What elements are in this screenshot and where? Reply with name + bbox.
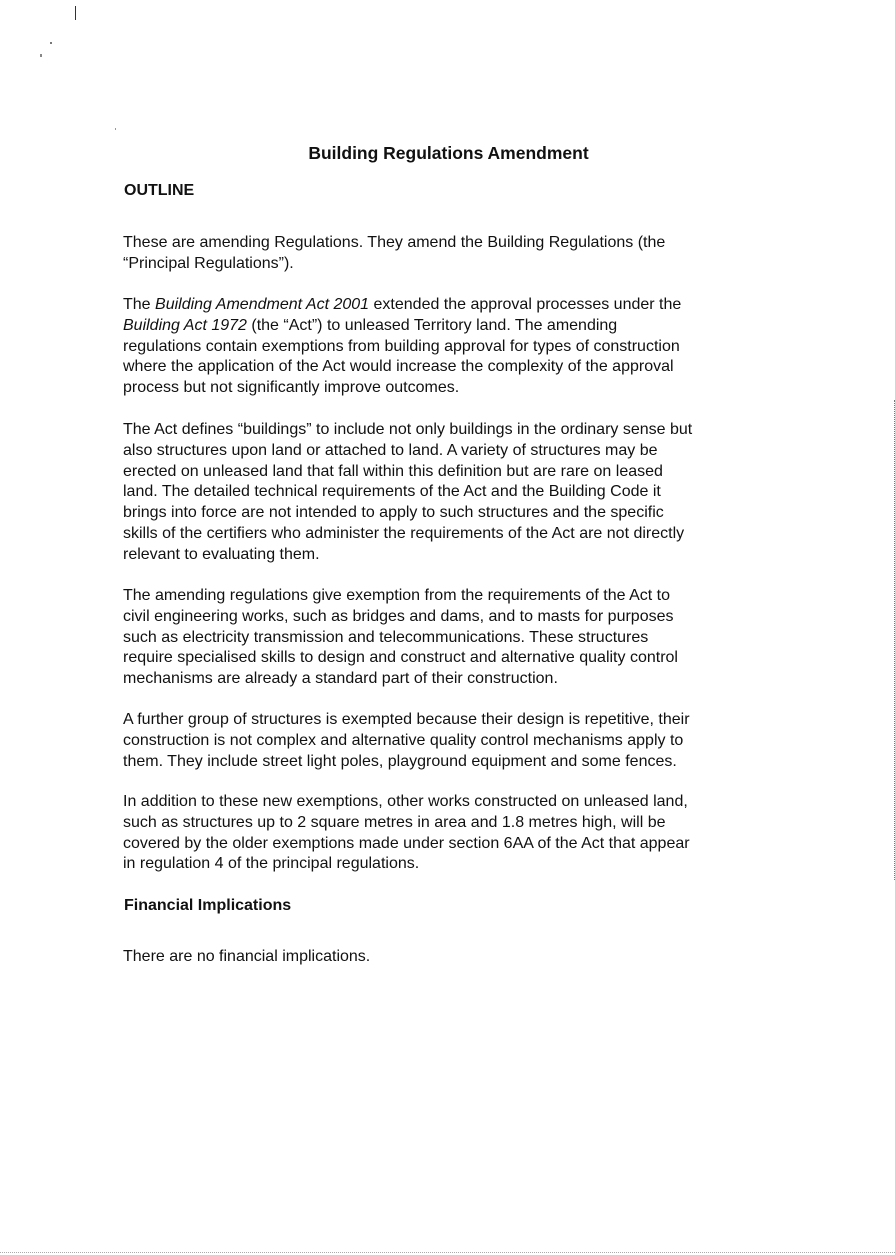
paragraph-line: in regulation 4 of the principal regulations. [123,855,420,873]
paragraph-line: such as electricity transmission and telecommunications. These structures [123,628,649,646]
paragraph-line: civil engineering works, such as bridges and dams, and to masts for purposes [123,607,674,625]
paragraph-amendment-act [123,295,783,399]
paragraph-line [123,295,783,316]
scan-edge-bottom [0,1251,895,1253]
text-run: extended the approval processes under the [369,296,682,313]
act-title-italic: Building Amendment Act 2001 [155,296,370,313]
text-run: The [123,296,156,313]
paragraph-line: where the application of the Act would increase the complexity of the approval [123,358,674,376]
paragraph-line: regulations contain exemptions from building approval for types of construction [123,337,680,355]
paragraph-line: A further group of structures is exempted because their design is repetitive, their [123,711,690,728]
paragraph-line [123,316,783,337]
act-title-italic: Building Act 1972 [123,316,247,334]
document-title: Building Regulations Amendment [308,143,589,163]
paragraph-repetitive-structures [123,710,783,772]
paragraph-line: “Principal Regulations”). [123,254,294,272]
paragraph-line: covered by the older exemptions made under section 6AA of the Act that appear [123,834,690,852]
scan-artifact [75,6,76,20]
financial-implications-heading: Financial Implications [124,897,292,914]
paragraph-intro [123,233,783,275]
paragraph-line: require specialised skills to design and construct and alternative quality control [123,649,678,667]
paragraph-line: such as structures up to 2 square metres in area and 1.8 metres high, will be [123,813,666,831]
text-run: (the “Act”) to unleased Territory land. The amending [246,316,618,334]
paragraph-line: land. The detailed technical requirements of the Act and the Building Code it [123,483,661,501]
scan-artifact [40,54,42,57]
scan-artifact [50,42,52,44]
paragraph-buildings-definition [123,420,783,566]
paragraph-line: them. They include street light poles, playground equipment and some fences. [123,752,677,770]
paragraph-line: mechanisms are already a standard part of their construction. [123,670,558,688]
paragraph-line: brings into force are not intended to apply to such structures and the specific [123,504,664,522]
paragraph-line: also structures upon land or attached to land. A variety of structures may be [123,441,658,459]
paragraph-line: These are amending Regulations. They amend the Building Regulations (the [123,234,666,251]
scan-artifact [115,128,116,130]
paragraph-line: The Act defines “buildings” to include not only buildings in the ordinary sense but [123,421,693,438]
paragraph-line: process but not significantly improve outcomes. [123,379,460,397]
paragraph-line: erected on unleased land that fall within this definition but are rare on leased [123,462,663,480]
paragraph-civil-works-exemption [123,586,783,690]
paragraph-older-exemptions [123,792,783,875]
paragraph-line: skills of the certifiers who administer the requirements of the Act are not directly [123,524,685,542]
paragraph-line: There are no financial implications. [123,948,371,965]
paragraph-line: In addition to these new exemptions, other works constructed on unleased land, [123,793,688,810]
outline-heading: OUTLINE [124,182,195,199]
paragraph-financial [123,947,783,968]
paragraph-line: construction is not complex and alternative quality control mechanisms apply to [123,731,684,749]
paragraph-line: The amending regulations give exemption from the requirements of the Act to [123,587,670,604]
paragraph-line: relevant to evaluating them. [123,545,320,563]
